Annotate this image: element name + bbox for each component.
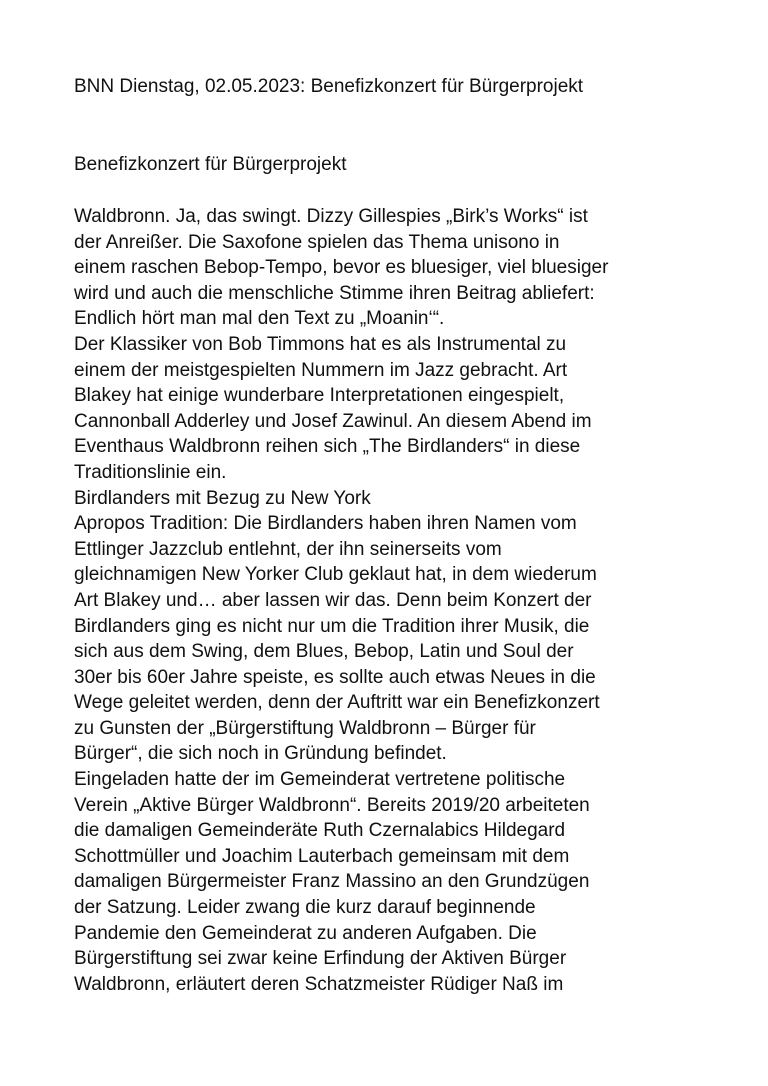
body-line: 30er bis 60er Jahre speiste, es sollte auch etwas Neues in die [74,666,596,688]
body-line: Blakey hat einige wunderbare Interpretationen eingespielt, [74,385,565,407]
body-line: wird und auch die menschliche Stimme ihren Beitrag abliefert: [74,282,595,304]
body-line: Art Blakey und… aber lassen wir das. Denn beim Konzert der [74,589,592,611]
subheading: Birdlanders mit Bezug zu New York [74,487,371,509]
body-line: Pandemie den Gemeinderat zu anderen Aufgaben. Die [74,922,537,944]
document-page [74,74,714,997]
body-line: Waldbronn. Ja, das swingt. Dizzy Gillespies „Birk’s Works“ ist [74,206,588,227]
body-line: damaligen Bürgermeister Franz Massino an den Grundzügen [74,871,590,893]
body-line: Schottmüller und Joachim Lauterbach gemeinsam mit dem [74,845,570,867]
body-line: die damaligen Gemeinderäte Ruth Czernalabics Hildegard [74,820,566,842]
body-line: Waldbronn, erläutert deren Schatzmeister Rüdiger Naß im [74,973,564,995]
body-line: sich aus dem Swing, dem Blues, Bebop, Latin und Soul der [74,641,574,663]
body-line: zu Gunsten der „Bürgerstiftung Waldbronn – Bürger für [74,717,536,739]
body-line: Endlich hört man mal den Text zu „Moanin‘“. [74,308,445,330]
body-line: der Anreißer. Die Saxofone spielen das Thema unisono in [74,231,560,253]
body-line: Traditionslinie ein. [74,461,227,483]
body-line: der Satzung. Leider zwang die kurz darauf beginnende [74,897,536,919]
body-line: Eventhaus Waldbronn reihen sich „The Birdlanders“ in diese [74,436,581,458]
body-line: gleichnamigen New Yorker Club geklaut hat, in dem wiederum [74,564,597,586]
body-line: Ettlinger Jazzclub entlehnt, der ihn seinerseits vom [74,538,502,560]
body-line: Apropos Tradition: Die Birdlanders haben ihren Namen vom [74,513,577,535]
body-line: Birdlanders ging es nicht nur um die Tradition ihrer Musik, die [74,615,590,637]
body-line: Wege geleitet werden, denn der Auftritt war ein Benefizkonzert [74,692,600,714]
body-line: einem raschen Bebop-Tempo, bevor es bluesiger, viel bluesiger [74,257,609,279]
body-line: Bürgerstiftung sei zwar keine Erfindung der Aktiven Bürger [74,948,567,970]
article-body [74,204,714,997]
body-line: Bürger“, die sich noch in Gründung befindet. [74,743,447,765]
body-line: einem der meistgespielten Nummern im Jazz gebracht. Art [74,359,568,381]
body-line: Verein „Aktive Bürger Waldbronn“. Bereits 2019/20 arbeiteten [74,794,590,816]
body-line: Eingeladen hatte der im Gemeinderat vertretene politische [74,769,566,791]
article-title: Benefizkonzert für Bürgerprojekt [74,154,347,175]
body-line: Cannonball Adderley und Josef Zawinul. An diesem Abend im [74,410,592,432]
body-line: Der Klassiker von Bob Timmons hat es als Instrumental zu [74,333,567,355]
newspaper-header: BNN Dienstag, 02.05.2023: Benefizkonzert für Bürgerprojekt [74,76,584,97]
